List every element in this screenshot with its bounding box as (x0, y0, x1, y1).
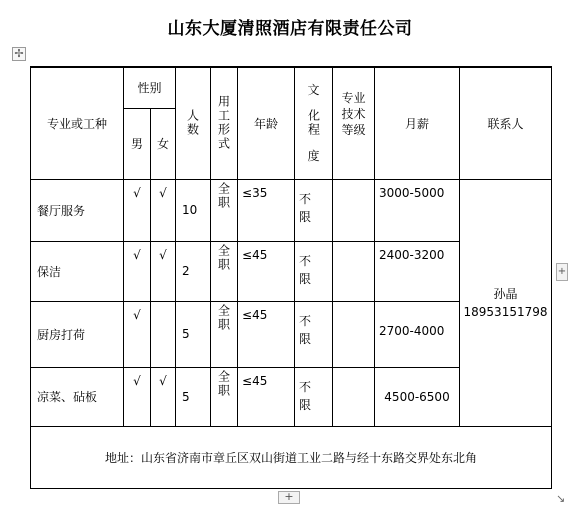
row-count: 10 (176, 179, 211, 241)
header-count: 人数 (176, 67, 211, 179)
row-male: √ (124, 367, 151, 426)
header-job: 专业或工种 (31, 67, 124, 179)
header-employment: 用工形式 (211, 67, 238, 179)
row-skill-level (333, 367, 375, 426)
row-skill-level (333, 241, 375, 301)
row-education: 不限 (295, 241, 333, 301)
header-male: 男 (124, 108, 151, 179)
row-job: 餐厅服务 (31, 179, 124, 241)
row-female (151, 301, 176, 367)
row-education: 不限 (295, 179, 333, 241)
row-salary: 2700-4000 (375, 301, 460, 367)
header-skill-level: 专业技术等级 (333, 67, 375, 179)
row-education: 不限 (295, 301, 333, 367)
row-job: 保洁 (31, 241, 124, 301)
row-female: √ (151, 179, 176, 241)
table-move-handle[interactable]: ✢ (12, 47, 26, 61)
header-salary: 月薪 (375, 67, 460, 179)
row-employment: 全职 (211, 301, 238, 367)
row-age: ≤45 (238, 301, 295, 367)
contact-name: 孙晶 (493, 286, 518, 301)
header-female: 女 (151, 108, 176, 179)
row-employment: 全职 (211, 179, 238, 241)
row-count: 5 (176, 367, 211, 426)
add-row-button[interactable]: + (278, 491, 300, 504)
header-contact: 联系人 (460, 67, 552, 179)
row-education: 不限 (295, 367, 333, 426)
row-age: ≤45 (238, 241, 295, 301)
row-employment: 全职 (211, 241, 238, 301)
header-gender: 性别 (124, 67, 176, 108)
row-job: 厨房打荷 (31, 301, 124, 367)
row-male: √ (124, 301, 151, 367)
row-salary: 4500-6500 (375, 367, 460, 426)
contact-phone: 18953151798 (463, 304, 548, 319)
row-male: √ (124, 241, 151, 301)
row-skill-level (333, 301, 375, 367)
document-title: 山东大厦清照酒店有限责任公司 (167, 19, 413, 39)
row-count: 5 (176, 301, 211, 367)
header-education: 文 化程 度 (295, 67, 333, 179)
row-salary: 3000-5000 (375, 179, 460, 241)
row-female: √ (151, 241, 176, 301)
row-female: √ (151, 367, 176, 426)
contact-cell (460, 179, 552, 426)
row-age: ≤45 (238, 367, 295, 426)
row-male: √ (124, 179, 151, 241)
recruitment-table (30, 66, 552, 489)
row-employment: 全职 (211, 367, 238, 426)
row-age: ≤35 (238, 179, 295, 241)
add-column-button[interactable]: + (556, 263, 568, 281)
address-text: 地址：山东省济南市章丘区双山街道工业二路与经十东路交界处东北角 (31, 426, 552, 488)
table-resize-handle[interactable]: ↘ (556, 492, 566, 505)
header-age: 年龄 (238, 67, 295, 179)
row-count: 2 (176, 241, 211, 301)
row-salary: 2400-3200 (375, 241, 460, 301)
row-skill-level (333, 179, 375, 241)
row-job: 凉菜、砧板 (31, 367, 124, 426)
